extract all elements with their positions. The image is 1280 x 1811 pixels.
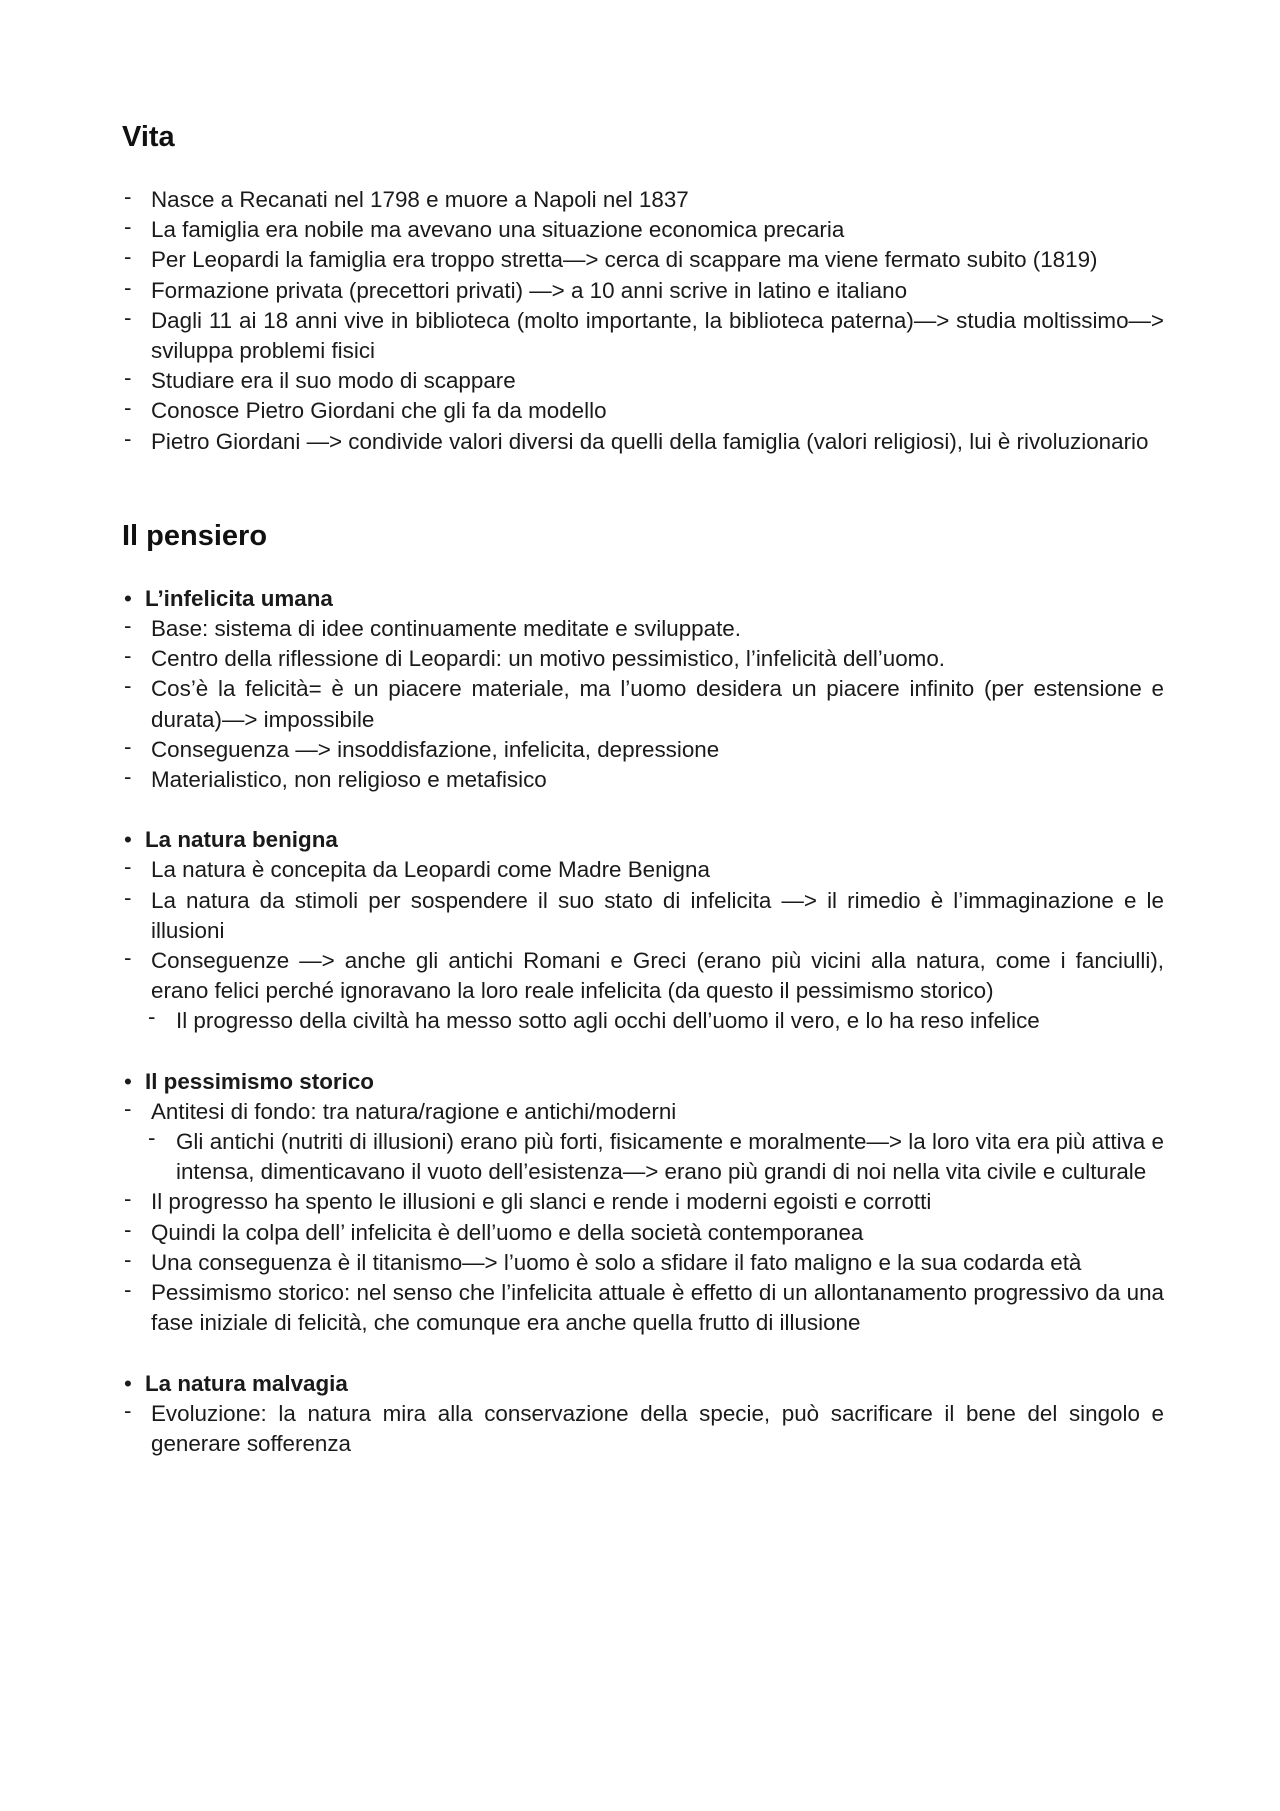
subsection-list	[122, 614, 1164, 795]
list-item: - Formazione privata (precettori privati) —> a 10 anni scrive in latino e italiano	[122, 276, 1164, 306]
subsection-title	[122, 1369, 1164, 1399]
bullet-icon: •	[124, 1068, 132, 1094]
list-item: - Quindi la colpa dell’ infelicita è dell’uomo e della società contemporanea	[122, 1218, 1164, 1248]
subsection-title	[122, 584, 1164, 614]
subsection-title-text: L’infelicita umana	[145, 585, 333, 611]
vita-list	[122, 185, 1164, 457]
subsection-natura-benigna	[122, 825, 1164, 1036]
list-item: - Conseguenza —> insoddisfazione, infelicita, depressione	[122, 735, 1164, 765]
subsection-title-text: La natura malvagia	[145, 1370, 348, 1396]
subsection-list	[122, 855, 1164, 1036]
document-page	[122, 118, 1164, 1459]
subsection-infelicita-umana	[122, 584, 1164, 795]
subsection-natura-malvagia	[122, 1369, 1164, 1460]
sub-list-item: - Gli antichi (nutriti di illusioni) erano più forti, fisicamente e moralmente—> la loro vita era più attiva e intensa, dimenticavano il vuoto dell’esistenza—> erano più grandi di noi nella vita civile e culturale	[122, 1127, 1164, 1187]
list-item: - Centro della riflessione di Leopardi: un motivo pessimistico, l’infelicità dell’uomo.	[122, 644, 1164, 674]
list-item: - Base: sistema di idee continuamente meditate e sviluppate.	[122, 614, 1164, 644]
subsection-title-text: Il pessimismo storico	[145, 1068, 374, 1094]
list-item: - Evoluzione: la natura mira alla conservazione della specie, può sacrificare il bene del singolo e generare sofferenza	[122, 1399, 1164, 1459]
subsection-pessimismo-storico	[122, 1067, 1164, 1339]
list-item: - Il progresso ha spento le illusioni e gli slanci e rende i moderni egoisti e corrotti	[122, 1187, 1164, 1217]
list-item: - Per Leopardi la famiglia era troppo stretta—> cerca di scappare ma viene fermato subito (1819)	[122, 245, 1164, 275]
sub-list-item: - Il progresso della civiltà ha messo sotto agli occhi dell’uomo il vero, e lo ha reso infelice	[122, 1006, 1164, 1036]
subsection-title	[122, 1067, 1164, 1097]
subsection-title	[122, 825, 1164, 855]
bullet-icon: •	[124, 1370, 132, 1396]
subsection-title-text: La natura benigna	[145, 827, 338, 853]
subsection-list	[122, 1097, 1164, 1339]
list-item: - La natura da stimoli per sospendere il suo stato di infelicita —> il rimedio è l’immaginazione e le illusioni	[122, 886, 1164, 946]
bullet-icon: •	[124, 585, 132, 611]
list-item: - Una conseguenza è il titanismo—> l’uomo è solo a sfidare il fato maligno e la sua codarda età	[122, 1248, 1164, 1278]
section-heading-vita: Vita	[122, 121, 175, 153]
bullet-icon: •	[124, 827, 132, 853]
list-item: - Pietro Giordani —> condivide valori diversi da quelli della famiglia (valori religiosi), lui è rivoluzionario	[122, 427, 1164, 457]
section-heading-pensiero: Il pensiero	[122, 519, 268, 552]
list-item: - Pessimismo storico: nel senso che l’infelicita attuale è effetto di un allontanamento progressivo da una fase iniziale di felicità, che comunque era anche quella frutto di illusione	[122, 1278, 1164, 1338]
subsection-list	[122, 1399, 1164, 1459]
list-item: - Antitesi di fondo: tra natura/ragione e antichi/moderni	[122, 1097, 1164, 1127]
list-item: - La natura è concepita da Leopardi come Madre Benigna	[122, 855, 1164, 885]
list-item: - Nasce a Recanati nel 1798 e muore a Napoli nel 1837	[122, 185, 1164, 215]
list-item: - Dagli 11 ai 18 anni vive in biblioteca (molto importante, la biblioteca paterna)—> studia moltissimo—> sviluppa problemi fisici	[122, 306, 1164, 366]
list-item: - Materialistico, non religioso e metafisico	[122, 765, 1164, 795]
list-item: - La famiglia era nobile ma avevano una situazione economica precaria	[122, 215, 1164, 245]
list-item: - Conseguenze —> anche gli antichi Romani e Greci (erano più vicini alla natura, come i fanciulli), erano felici perché ignoravano la loro reale infelicita (da questo il pessimismo storico)	[122, 946, 1164, 1006]
list-item: - Cos’è la felicità= è un piacere materiale, ma l’uomo desidera un piacere infinito (per estensione e durata)—> impossibile	[122, 674, 1164, 734]
list-item: - Studiare era il suo modo di scappare	[122, 366, 1164, 396]
list-item: - Conosce Pietro Giordani che gli fa da modello	[122, 396, 1164, 426]
